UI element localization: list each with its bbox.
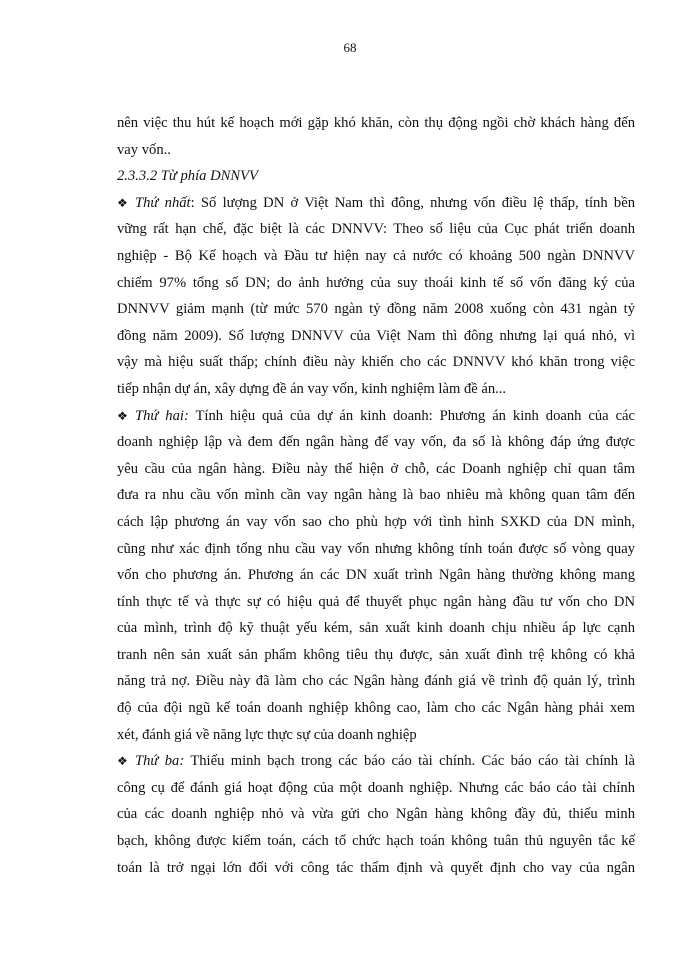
paragraph-lead: Thứ ba: xyxy=(135,753,185,770)
section-heading: 2.3.3.2 Từ phía DNNVV xyxy=(117,168,258,185)
text-line: của các doanh nghiệp nhỏ và vừa gửi cho Ngân hàng không đầy đủ, thiếu minh xyxy=(117,806,635,823)
text-line: vay vốn.. xyxy=(117,141,171,158)
text-line: năng trả nợ. Điều này đã làm cho các Ngân hàng đánh giá về trình độ quản lý, trình xyxy=(117,673,635,690)
text-line: độ của đội ngũ kế toán doanh nghiệp không cao, làm cho các Ngân hàng phải xem xyxy=(117,700,635,717)
bullet-diamond-icon: ❖ xyxy=(117,754,128,769)
text-line: đưa ra nhu cầu vốn mình cần vay ngân hàng là bao nhiêu mà không quan tâm đến xyxy=(117,487,635,504)
text-line: của mình, trình độ kỹ thuật yếu kém, sản xuất kinh doanh chịu nhiều áp lực cạnh xyxy=(117,620,635,637)
text-run: : Số lượng DN ở Việt Nam thì đông, nhưng vốn điều lệ thấp, tính bền xyxy=(190,194,635,211)
text-line: cũng như xác định tổng nhu cầu vay vốn nhưng không tính toán được số vòng quay xyxy=(117,540,635,557)
text-line: vốn cho phương án. Phương án các DN xuất trình Ngân hàng thường không mang xyxy=(117,567,635,584)
text-line: tranh nên sản xuất sản phẩm không tiêu thụ được, sản xuất đình trệ không có khả xyxy=(117,646,635,663)
text-line: chiếm 97% tổng số DN; do ảnh hưởng của suy thoái kinh tế số vốn đăng ký của xyxy=(117,274,635,291)
text-line: tiếp nhận dự án, xây dựng đề án vay vốn, kinh nghiệm làm đề án... xyxy=(117,380,507,397)
text-line: công cụ để đánh giá hoạt động của một doanh nghiệp. Nhưng các báo cáo tài chính xyxy=(117,779,635,796)
text-run: Tính hiệu quả của dự án kinh doanh: Phương án kinh doanh của các xyxy=(188,407,635,424)
paragraph-first-line xyxy=(117,403,635,430)
text-line: vững rất hạn chế, đặc biệt là các DNNVV: Theo số liệu của Cục phát triển doanh xyxy=(117,221,635,238)
text-line: cách lập phương án vay vốn sao cho phù hợp với tình hình SXKD của DN mình, xyxy=(117,513,635,530)
text-line: toán là trở ngại lớn đối với công tác thẩm định và quyết định cho vay của ngân xyxy=(117,859,635,876)
text-line: đồng năm 2009). Số lượng DNNVV của Việt Nam thì đông nhưng lại quá nhỏ, vì xyxy=(117,327,635,344)
text-line: nghiệp - Bộ Kế hoạch và Đầu tư hiện nay cả nước có khoảng 500 ngàn DNNVV xyxy=(117,247,635,264)
text-line: nên việc thu hút kế hoạch mới gặp khó khăn, còn thụ động ngồi chờ khách hàng đến xyxy=(117,115,635,131)
text-line: vậy mà hiệu suất thấp; chính điều này khiến cho các DNNVV khó khăn trong việc xyxy=(117,354,635,371)
bullet-diamond-icon: ❖ xyxy=(117,408,128,423)
text-line: tính thực tế và thực sự có hiệu quả để thuyết phục ngân hàng đầu tư vốn cho DN xyxy=(117,593,635,610)
text-line: DNNVV giảm mạnh (từ mức 570 ngàn tỷ đồng năm 2008 xuống còn 431 ngàn tỷ xyxy=(117,301,635,318)
page-number: 68 xyxy=(343,40,357,55)
text-line: bạch, không được kiểm toán, cách tổ chức hạch toán không tuân thủ nguyên tắc kế xyxy=(117,833,635,850)
text-line: doanh nghiệp lập và đem đến ngân hàng để vay vốn, đa số là không đáp ứng được xyxy=(117,434,635,451)
document-body xyxy=(117,110,635,881)
paragraph-lead: Thứ nhất xyxy=(135,194,191,211)
bullet-diamond-icon: ❖ xyxy=(117,195,128,210)
text-line: xét, đánh giá về năng lực thực sự của doanh nghiệp xyxy=(117,726,417,743)
paragraph-first-line xyxy=(117,190,635,217)
text-run: Thiếu minh bạch trong các báo cáo tài chính. Các báo cáo tài chính là xyxy=(184,753,635,770)
text-line: yêu cầu của ngân hàng. Điều này thể hiện ở chỗ, các Doanh nghiệp chỉ quan tâm xyxy=(117,460,635,477)
paragraph-lead: Thứ hai: xyxy=(135,407,189,424)
paragraph-first-line xyxy=(117,748,635,775)
